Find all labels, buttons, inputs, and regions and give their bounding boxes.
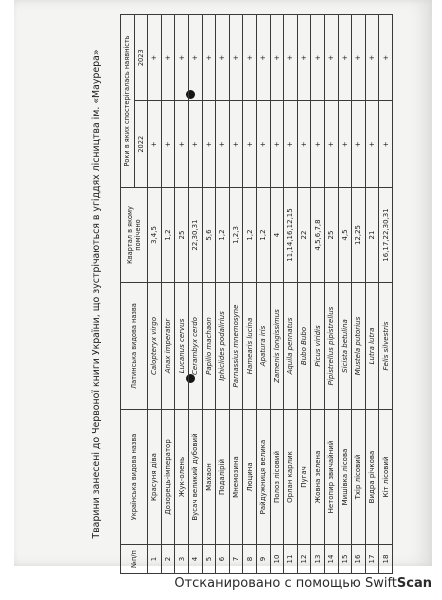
cell-number: 11 [284,545,298,574]
cell-2022: + [188,101,202,188]
cell-ukrainian-name: Орлан карлик [284,410,298,545]
cell-ukrainian-name: Полоз лісовий [270,410,284,545]
cell-number: 18 [379,545,393,574]
cell-2022: + [284,101,298,188]
table-row [297,15,311,574]
cell-ukrainian-name: Видра річкова [365,410,379,545]
header-latin-name: Латинська видова назва [121,283,148,410]
cell-2022: + [270,101,284,188]
document-title: Тварини занесені до Червоної книги України, що зустрічаються в угіддях лісництва ім. «Маурера» [91,49,102,539]
cell-2023: + [229,15,243,102]
cell-latin-name: Zamenis longissimus [270,283,284,410]
cell-latin-name: Mustela putorius [352,283,366,410]
cell-ukrainian-name: Тхір лісовий [352,410,366,545]
footer-brand: Scan [396,576,432,591]
footer-prefix: Отсканировано с помощью Swift [174,576,397,591]
cell-latin-name: Picus viridis [311,283,325,410]
cell-ukrainian-name: Жовна зелена [311,410,325,545]
table-body [148,15,393,574]
cell-squares: 4 [270,188,284,283]
cell-ukrainian-name: Нетопир звичайний [324,410,338,545]
cell-number: 13 [311,545,325,574]
cell-2023: + [324,15,338,102]
cell-2022: + [256,101,270,188]
cell-2023: + [161,15,175,102]
cell-squares: 1,2 [216,188,230,283]
header-years: Роки в яких спостерігалась наявність [121,15,135,188]
table-row [188,15,202,574]
cell-number: 7 [229,545,243,574]
cell-number: 1 [148,545,162,574]
cell-ukrainian-name: Мишівка лісова [338,410,352,545]
cell-latin-name: Anax imperator [161,283,175,410]
cell-ukrainian-name: Красуня діва [148,410,162,545]
cell-2022: + [365,101,379,188]
cell-squares: 5,6 [202,188,216,283]
cell-ukrainian-name: Махаон [202,410,216,545]
cell-number: 4 [188,545,202,574]
cell-number: 16 [352,545,366,574]
cell-latin-name: Iphiclides podalirius [216,283,230,410]
table-row [365,15,379,574]
cell-latin-name: Parnassius mnemosyne [229,283,243,410]
cell-squares: 22,30,31 [188,188,202,283]
cell-squares: 25 [175,188,189,283]
cell-2022: + [311,101,325,188]
cell-latin-name: Cerambyx cerdo [188,283,202,410]
cell-number: 8 [243,545,257,574]
cell-latin-name: Calopteryx virgo [148,283,162,410]
cell-latin-name: Bubo Bubo [297,283,311,410]
header-number: №п/п [121,545,148,574]
cell-squares: 4,5 [338,188,352,283]
cell-2022: + [161,101,175,188]
cell-squares: 12,25 [352,188,366,283]
cell-2023: + [202,15,216,102]
cell-number: 3 [175,545,189,574]
cell-2022: + [324,101,338,188]
cell-2022: + [229,101,243,188]
scan-footer [0,576,432,591]
cell-ukrainian-name: Райдужниця велика [256,410,270,545]
cell-ukrainian-name: Подалірій [216,410,230,545]
cell-squares: 1,2 [243,188,257,283]
cell-latin-name: Sicista betulina [338,283,352,410]
cell-number: 6 [216,545,230,574]
cell-2023: + [256,15,270,102]
header-ukrainian-name: Українська видова назва [121,410,148,545]
header-squares: Квартал в якому помічено [121,188,148,283]
cell-squares: 4,5,6,7,8 [311,188,325,283]
table-row [324,15,338,574]
cell-number: 5 [202,545,216,574]
cell-squares: 22 [297,188,311,283]
cell-2023: + [148,15,162,102]
cell-2023: + [352,15,366,102]
rotated-document [74,14,390,574]
cell-ukrainian-name: Пугач [297,410,311,545]
table-row [338,15,352,574]
cell-number: 12 [297,545,311,574]
cell-2022: + [175,101,189,188]
cell-2023: + [270,15,284,102]
table-row [175,15,189,574]
cell-latin-name: Lucanus cervus [175,283,189,410]
red-book-table [120,14,393,574]
cell-2023: + [284,15,298,102]
cell-latin-name: Apatura iris [256,283,270,410]
cell-2022: + [352,101,366,188]
cell-squares: 3,4,5 [148,188,162,283]
cell-latin-name: Felis silvestris [379,283,393,410]
cell-ukrainian-name: Кіт лісовий [379,410,393,545]
table-row [161,15,175,574]
cell-2022: + [338,101,352,188]
cell-number: 17 [365,545,379,574]
cell-squares: 1,2 [161,188,175,283]
cell-squares: 1,2,3 [229,188,243,283]
table-row [352,15,366,574]
table-row [148,15,162,574]
table-row [202,15,216,574]
cell-number: 9 [256,545,270,574]
cell-latin-name: Papilio machaon [202,283,216,410]
cell-ukrainian-name: Жук-олень [175,410,189,545]
cell-2023: + [216,15,230,102]
cell-number: 2 [161,545,175,574]
cell-latin-name: Aquila pennatus [284,283,298,410]
cell-2023: + [297,15,311,102]
cell-latin-name: Pipistrellus pipistrellus [324,283,338,410]
cell-2022: + [379,101,393,188]
cell-ukrainian-name: Люцина [243,410,257,545]
table-row [379,15,393,574]
cell-number: 15 [338,545,352,574]
cell-squares: 21 [365,188,379,283]
cell-2022: + [297,101,311,188]
table-row [229,15,243,574]
table-row [311,15,325,574]
cell-ukrainian-name: Мнемозина [229,410,243,545]
cell-2023: + [188,15,202,102]
cell-squares: 16,17,22,30,31 [379,188,393,283]
table-header-row [121,15,135,574]
cell-latin-name: Lutra lutra [365,283,379,410]
header-year-2022: 2022 [134,101,148,188]
table-row [216,15,230,574]
cell-2022: + [202,101,216,188]
table-row [256,15,270,574]
table-row [284,15,298,574]
cell-2023: + [175,15,189,102]
cell-2022: + [148,101,162,188]
cell-squares: 11,14,16,12,15 [284,188,298,283]
cell-2023: + [365,15,379,102]
cell-2022: + [243,101,257,188]
cell-2023: + [338,15,352,102]
cell-ukrainian-name: Дозорець-імператор [161,410,175,545]
cell-squares: 25 [324,188,338,283]
cell-2023: + [311,15,325,102]
cell-number: 14 [324,545,338,574]
cell-2023: + [243,15,257,102]
cell-2022: + [216,101,230,188]
header-year-2023: 2023 [134,15,148,102]
cell-squares: 1,2 [256,188,270,283]
cell-2023: + [379,15,393,102]
cell-ukrainian-name: Вусач великий дубовий [188,410,202,545]
table-row [243,15,257,574]
cell-number: 10 [270,545,284,574]
table-row [270,15,284,574]
cell-latin-name: Hamearis lucina [243,283,257,410]
